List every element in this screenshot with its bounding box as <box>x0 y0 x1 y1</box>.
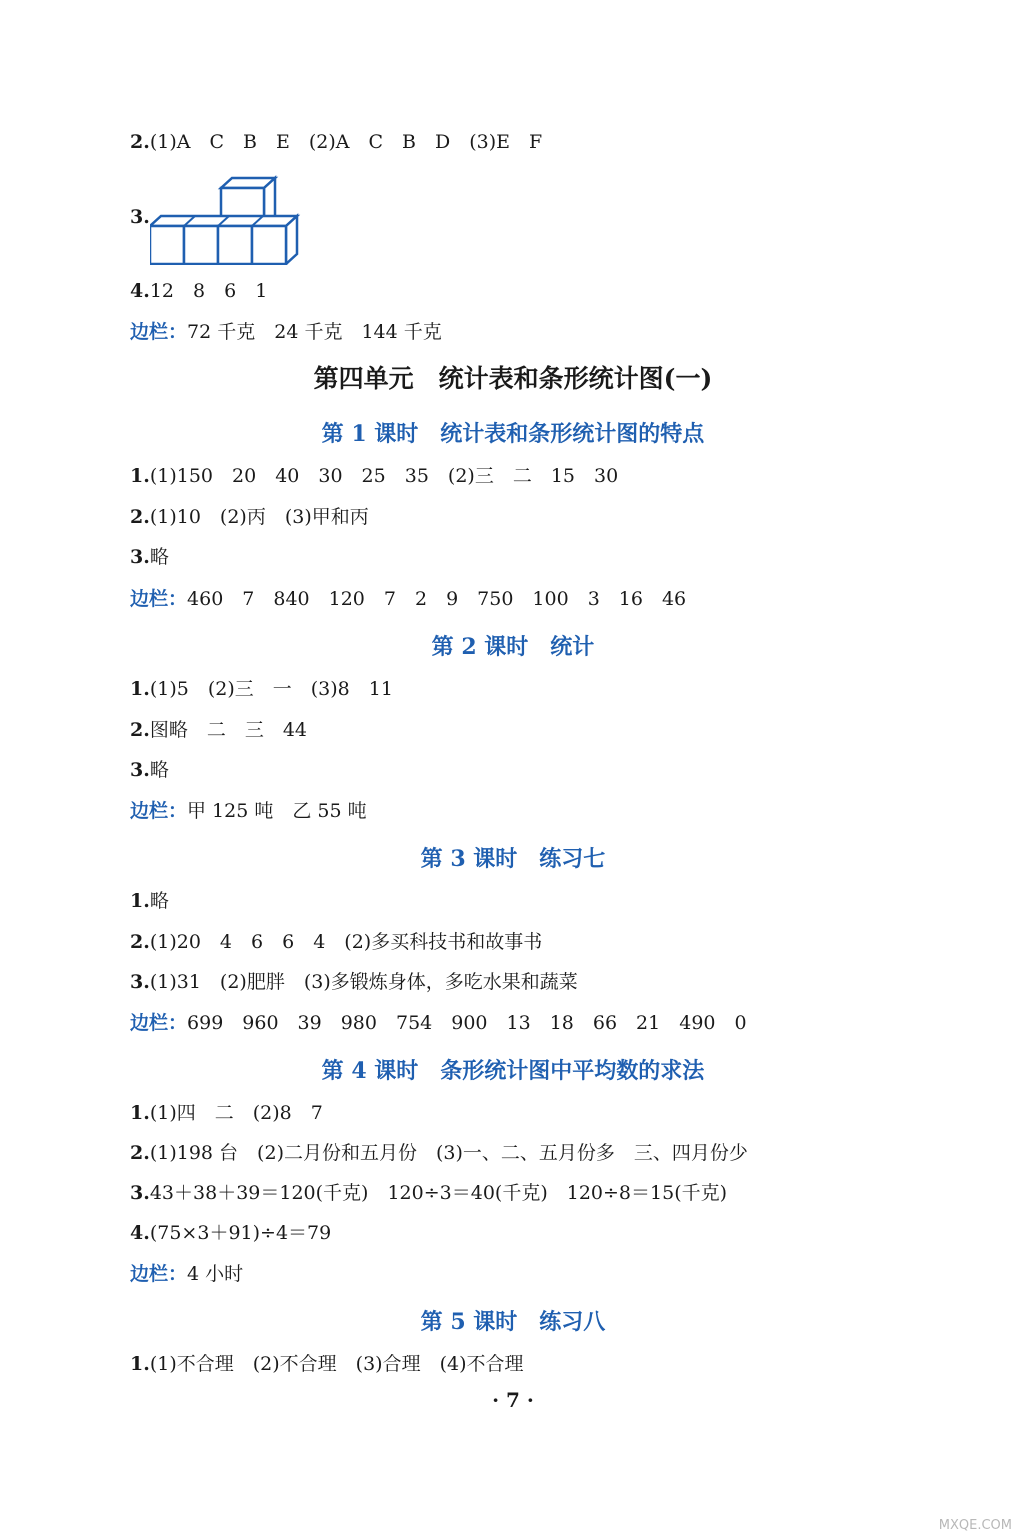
item-number: 3. <box>130 1182 150 1204</box>
cube-figure <box>150 170 310 265</box>
answer-text: (1)10 (2)丙 (3)甲和丙 <box>149 506 369 528</box>
item-number: 3. <box>130 971 150 993</box>
sidebar-answer <box>130 1011 747 1035</box>
answer-line <box>130 130 542 154</box>
answer-line <box>130 1352 524 1376</box>
item-number: 2. <box>130 1142 150 1164</box>
answer-text: (1)A C B E (2)A C B D (3)E F <box>149 131 543 153</box>
answer-text: 12 8 6 1 <box>149 280 268 302</box>
answer-line <box>130 505 369 529</box>
answer-line <box>130 758 169 782</box>
answer-text: 699 960 39 980 754 900 13 18 66 21 490 0 <box>187 1012 747 1034</box>
answer-line <box>130 1181 727 1205</box>
answer-line <box>130 718 307 742</box>
answer-text: (1)198 台 (2)二月份和五月份 (3)一、二、五月份多 三、四月份少 <box>149 1142 748 1164</box>
item-number: 1. <box>130 1102 150 1124</box>
answer-text: 72 千克 24 千克 144 千克 <box>187 321 442 343</box>
item-number: 1. <box>130 1353 150 1375</box>
lesson-title: 第 4 课时 条形统计图中平均数的求法 <box>321 1058 705 1084</box>
answer-text: (1)31 (2)肥胖 (3)多锻炼身体，多吃水果和蔬菜 <box>149 971 578 993</box>
item-number: 2. <box>130 931 150 953</box>
sidebar-label: 边栏： <box>130 800 188 822</box>
answer-text: 略 <box>149 759 169 781</box>
answer-text: 43＋38＋39＝120(千克) 120÷3＝40(千克) 120÷8＝15(千克) <box>149 1182 728 1204</box>
answer-line <box>130 1141 748 1165</box>
sidebar-answer <box>130 1262 243 1286</box>
answer-text: 甲 125 吨 乙 55 吨 <box>187 800 367 822</box>
item-number: 2. <box>130 719 150 741</box>
answer-line <box>130 970 578 994</box>
sidebar-answer <box>130 320 442 344</box>
answer-line <box>130 1221 331 1245</box>
sidebar-label: 边栏： <box>130 1012 188 1034</box>
lesson-title: 第 2 课时 统计 <box>431 634 595 660</box>
unit-title: 第四单元 统计表和条形统计图(一) <box>313 364 713 393</box>
sidebar-answer <box>130 799 367 823</box>
item-number: 3. <box>130 759 150 781</box>
answer-line <box>130 545 169 569</box>
answer-line <box>130 889 169 913</box>
page-number: · 7 · <box>492 1388 534 1412</box>
answer-line <box>130 930 542 954</box>
item-number: 3. <box>130 206 150 228</box>
answer-line <box>130 279 267 303</box>
item-number: 1. <box>130 678 150 700</box>
row-side-face <box>286 216 297 264</box>
answer-text: 460 7 840 120 7 2 9 750 100 3 16 46 <box>187 588 687 610</box>
answer-text: 略 <box>149 546 169 568</box>
answer-text: (1)150 20 40 30 25 35 (2)三 二 15 30 <box>149 465 619 487</box>
answer-line <box>130 677 393 701</box>
lesson-title: 第 5 课时 练习八 <box>420 1309 606 1335</box>
answer-text: (1)5 (2)三 一 (3)8 11 <box>149 678 393 700</box>
lesson-title: 第 3 课时 练习七 <box>420 846 606 872</box>
answer-line <box>130 1101 323 1125</box>
answer-text: (1)四 二 (2)8 7 <box>149 1102 323 1124</box>
cube-front-face <box>184 226 218 264</box>
answer-line <box>130 205 150 229</box>
watermark: MXQE.COM <box>938 1518 1012 1533</box>
sidebar-label: 边栏： <box>130 1263 188 1285</box>
sidebar-label: 边栏： <box>130 321 188 343</box>
sidebar-answer <box>130 587 686 611</box>
item-number: 2. <box>130 506 150 528</box>
item-number: 4. <box>130 280 150 302</box>
answer-text: 图略 二 三 44 <box>149 719 308 741</box>
item-number: 1. <box>130 465 150 487</box>
cube-front-face <box>218 226 252 264</box>
answer-text: (75×3＋91)÷4＝79 <box>149 1222 332 1244</box>
answer-text: (1)不合理 (2)不合理 (3)合理 (4)不合理 <box>149 1353 524 1375</box>
cube-front-face <box>150 226 184 264</box>
lesson-title: 第 1 课时 统计表和条形统计图的特点 <box>321 421 705 447</box>
answer-text: 4 小时 <box>187 1263 244 1285</box>
sidebar-label: 边栏： <box>130 588 188 610</box>
item-number: 1. <box>130 890 150 912</box>
item-number: 2. <box>130 131 150 153</box>
cube-front-face <box>252 226 286 264</box>
answer-text: (1)20 4 6 6 4 (2)多买科技书和故事书 <box>149 931 543 953</box>
answer-text: 略 <box>149 890 169 912</box>
item-number: 3. <box>130 546 150 568</box>
item-number: 4. <box>130 1222 150 1244</box>
answer-line <box>130 464 618 488</box>
